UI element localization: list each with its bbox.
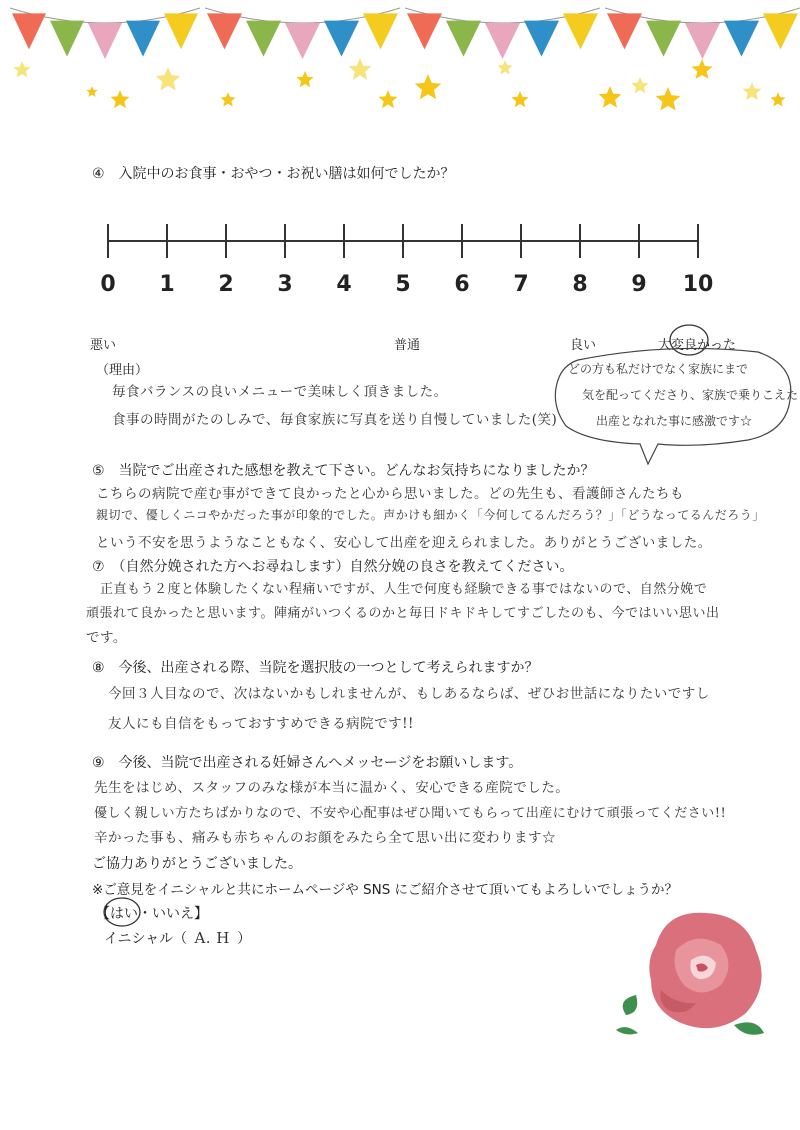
initial-value: A. H	[194, 929, 230, 947]
q9-answer-line-3: 辛かった事も、痛みも赤ちゃんのお顔をみたら全て思い出に変わります☆	[94, 830, 556, 846]
pennant-flag	[446, 21, 481, 57]
star-decoration	[656, 87, 681, 111]
pennant-flag	[524, 21, 559, 57]
q7-answer-line-3: です。	[86, 630, 127, 646]
pennant-flag	[324, 21, 359, 57]
thanks-text: ご協力ありがとうございました。	[92, 856, 302, 872]
label-good: 良い	[570, 338, 597, 353]
q8-answer-line-2: 友人にも自信をもっておすすめできる病院です!!	[108, 716, 414, 732]
star-decoration	[111, 90, 130, 108]
star-decoration	[415, 74, 442, 99]
pennant-flag	[724, 21, 759, 57]
scale-number-5: 5	[395, 272, 411, 297]
q7-answer-line-2: 頑張れて良かったと思います。陣痛がいつくるのかと毎日ドキドキしてすごしたのも、今ではいい思い出	[86, 606, 720, 621]
reason-line-2: 食事の時間がたのしみで、毎食家族に写真を送り自慢していました(笑)	[112, 412, 558, 428]
q5-question: ⑤ 当院でご出産された感想を教えて下さい。どんなお気持ちになりましたか？	[92, 463, 595, 479]
q9-answer-line-1: 先生をはじめ、スタッフのみな様が本当に温かく、安心できる産院でした。	[94, 780, 570, 796]
pennant-flag	[207, 13, 242, 49]
q9-answer-line-2: 優しく親しい方たちばかりなので、不安や心配事はぜひ聞いてもらって出産にむけて頑張ってください!!	[94, 806, 727, 821]
pennant-flag	[607, 13, 642, 49]
scale-number-0: 0	[100, 272, 116, 297]
scale-number-8: 8	[572, 272, 588, 297]
reason-line-1: 毎食バランスの良いメニューで美味しく頂きました。	[112, 384, 448, 400]
q5-answer-line-2: 親切で、優しくニコやかだった事が印象的でした。声かけも細かく「今何してるんだろう？」「どうなってるんだろう」	[96, 508, 765, 522]
reason-label: （理由）	[96, 363, 149, 378]
pennant-flag	[246, 21, 281, 57]
circle-mark-yes	[100, 895, 144, 929]
pennant-flag	[763, 13, 798, 49]
pennant-flag	[363, 13, 398, 49]
pennant-flag	[646, 21, 681, 57]
scale-number-6: 6	[454, 272, 470, 297]
star-decoration	[156, 67, 181, 91]
pennant-flag	[563, 13, 598, 49]
star-decoration	[220, 92, 235, 107]
rose-illustration	[596, 905, 796, 1055]
star-decoration	[296, 71, 313, 87]
label-normal: 普通	[394, 338, 421, 353]
q5-answer-line-1: こちらの病院で産む事ができて良かったと心から思いました。どの先生も、看護師さんたちも	[96, 486, 684, 502]
pennant-flag	[126, 21, 160, 57]
scale-number-10: 10	[682, 272, 714, 297]
q7-question: ⑦ （自然分娩された方へお尋ねします）自然分娩の良さを教えてください。	[92, 559, 574, 575]
scale-number-2: 2	[218, 272, 234, 297]
initial-label: イニシャル（	[104, 931, 188, 947]
star-decoration	[349, 58, 372, 80]
sns-question: ※ご意見をイニシャルと共にホームページや SNS にご紹介させて頂いてもよろしいでしょうか？	[92, 882, 679, 898]
star-decoration	[379, 90, 398, 108]
star-decoration	[631, 77, 648, 93]
q8-answer-line-1: 今回３人目なので、次はないかもしれませんが、もしあるならば、ぜひお世話になりたいですし	[108, 686, 710, 702]
star-decoration	[692, 59, 713, 79]
star-decoration	[13, 61, 30, 77]
pennant-flag	[285, 23, 320, 59]
star-decoration	[511, 91, 528, 107]
bunting-decoration	[0, 0, 800, 120]
q9-question: ⑨ 今後、当院で出産される妊婦さんへメッセージをお願いします。	[92, 755, 523, 771]
initial-row	[104, 928, 251, 948]
star-decoration	[497, 60, 512, 75]
pennant-flag	[164, 13, 198, 49]
pennant-flag	[50, 21, 84, 57]
q4-question: ④ 入院中のお食事・おやつ・お祝い膳は如何でしたか？	[92, 166, 455, 182]
q5-answer-line-3: という不安を思うようなこともなく、安心して出産を迎えられました。ありがとうございました。	[96, 535, 712, 551]
pennant-flag	[88, 23, 122, 59]
label-very-good: 大変良かった	[658, 338, 737, 353]
scale-number-1: 1	[159, 272, 175, 297]
consent-choice: 【はい・いいえ】	[96, 906, 208, 922]
star-decoration	[86, 86, 97, 97]
bubble-line-2: 気を配ってくださり、家族で乗りこえた	[582, 388, 799, 402]
initial-close: ）	[237, 931, 252, 947]
star-decoration	[743, 82, 762, 100]
pennant-flag	[685, 23, 720, 59]
scale-number-7: 7	[513, 272, 529, 297]
bubble-line-1: どの方も私だけでなく家族にまで	[568, 362, 749, 376]
q8-question: ⑧ 今後、出産される際、当院を選択肢の一つとして考えられますか？	[92, 660, 539, 676]
star-decoration	[599, 86, 622, 108]
pennant-flag	[12, 13, 46, 49]
bubble-line-3: 出産となれた事に感激です☆	[596, 414, 753, 428]
rating-scale	[90, 210, 730, 320]
pennant-flag	[407, 13, 442, 49]
scale-number-4: 4	[336, 272, 352, 297]
star-decoration	[770, 92, 785, 107]
scale-number-3: 3	[277, 272, 293, 297]
q7-answer-line-1: 正直もう２度と体験したくない程痛いですが、人生で何度も経験できる事ではないので、自然分娩で	[100, 582, 708, 597]
pennant-flag	[485, 23, 520, 59]
scale-number-9: 9	[631, 272, 647, 297]
label-bad: 悪い	[90, 338, 117, 353]
